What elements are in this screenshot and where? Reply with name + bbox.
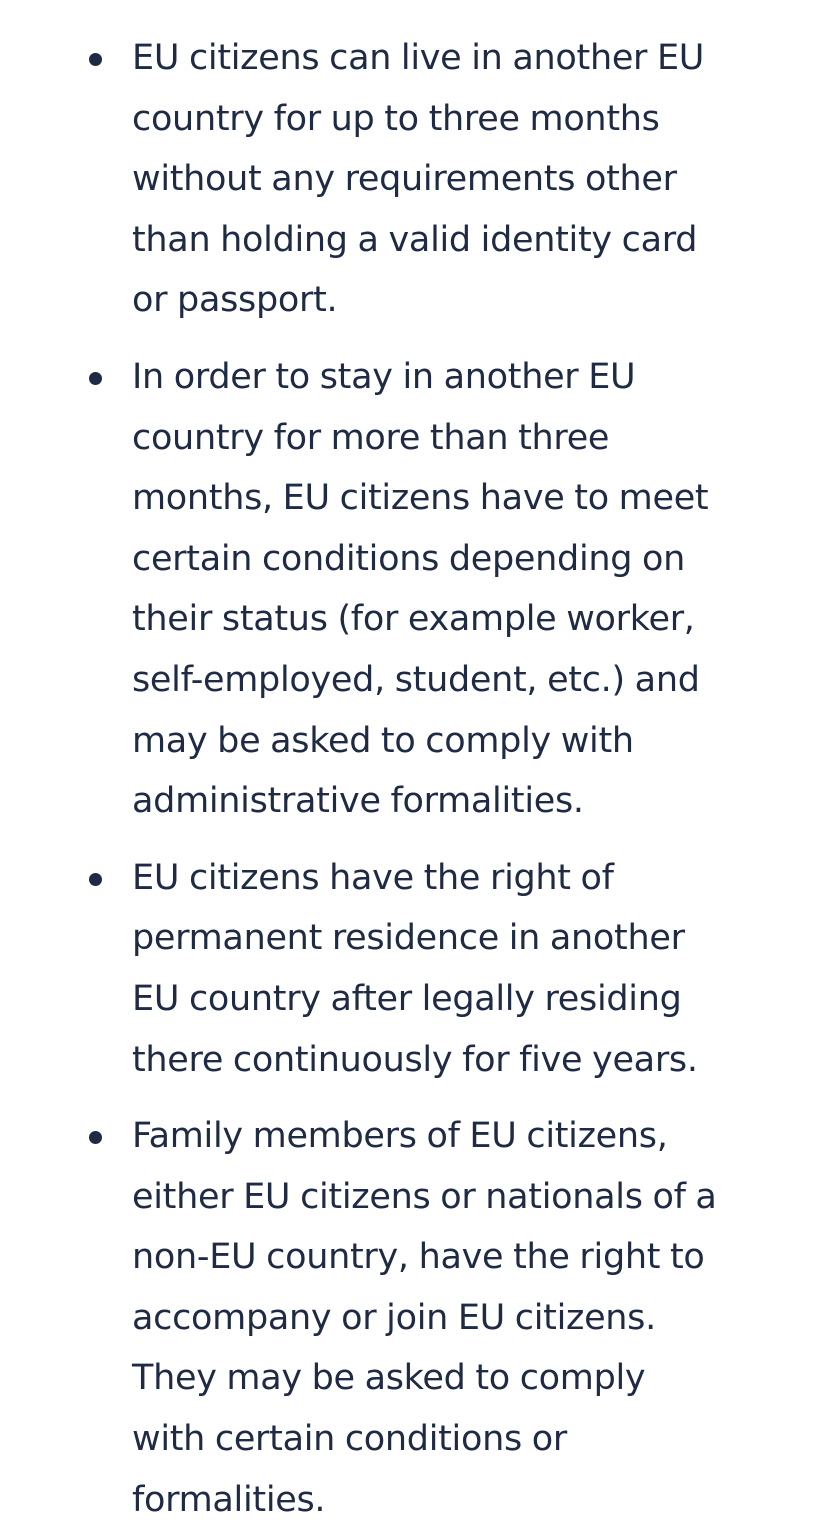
bullet-dot-icon <box>89 53 102 66</box>
bullet-dot-icon <box>89 873 102 886</box>
bullet-text <box>132 347 753 832</box>
text-line: EU country after legally residing <box>132 978 682 1019</box>
text-line: country for up to three months <box>132 98 660 139</box>
text-line: non-EU country, have the right to <box>132 1237 705 1278</box>
text-line: certain conditions depending on <box>132 538 685 579</box>
text-line: accompany or join EU citizens. <box>132 1297 656 1338</box>
text-line: with certain conditions or <box>132 1419 567 1460</box>
bullet-list <box>0 28 813 1530</box>
bullet-text <box>132 28 753 331</box>
bullet-text <box>132 1106 753 1530</box>
bullet-item-family-members <box>0 1106 813 1530</box>
bullet-item-permanent-residence <box>0 848 813 1090</box>
text-line: or passport. <box>132 280 338 321</box>
text-line: than holding a valid identity card <box>132 219 698 260</box>
text-line: self-employed, student, etc.) and <box>132 659 700 700</box>
bullet-text <box>132 848 753 1090</box>
bullet-item-long-stay <box>0 347 813 832</box>
bullet-dot-icon <box>89 372 102 385</box>
text-line: permanent residence in another <box>132 918 685 959</box>
bullet-dot-icon <box>89 1131 102 1144</box>
text-line: may be asked to comply with <box>132 720 634 761</box>
bullet-item-short-stay <box>0 28 813 331</box>
text-line: administrative formalities. <box>132 781 584 822</box>
text-line: there continuously for five years. <box>132 1039 698 1080</box>
text-line: In order to stay in another EU <box>132 356 636 397</box>
text-line: Family members of EU citizens, <box>132 1116 668 1157</box>
text-line: EU citizens have the right of <box>132 857 614 898</box>
text-line: months, EU citizens have to meet <box>132 478 709 519</box>
text-line: country for more than three <box>132 417 610 458</box>
text-line: They may be asked to comply <box>132 1358 646 1399</box>
text-line: either EU citizens or nationals of a <box>132 1176 717 1217</box>
text-line: EU citizens can live in another EU <box>132 38 705 78</box>
text-line: their status (for example worker, <box>132 599 695 640</box>
text-line: without any requirements other <box>132 159 677 200</box>
text-line: formalities. <box>132 1479 326 1520</box>
